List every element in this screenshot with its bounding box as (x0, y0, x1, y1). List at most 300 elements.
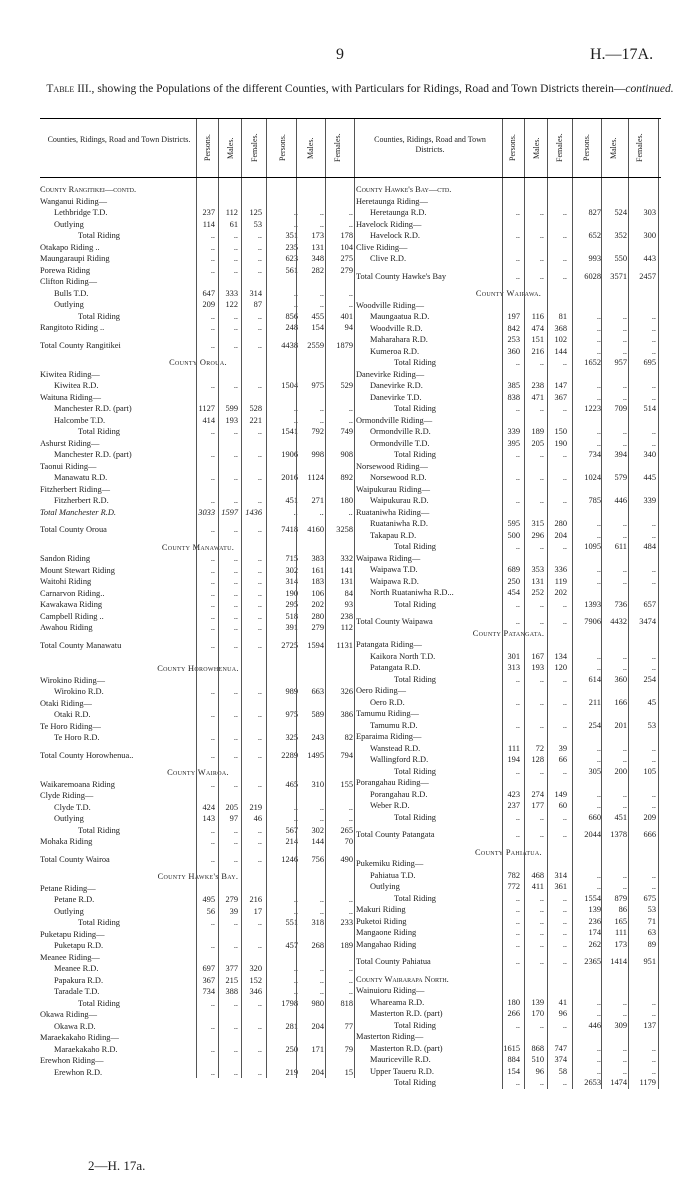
header-column-rule (628, 119, 629, 177)
row-value-persons-total: 139 (588, 905, 601, 914)
row-label: Waipukurau Riding— (356, 484, 430, 494)
row-value-males: 205 (531, 438, 544, 448)
row-value-persons-total: 551 (285, 918, 298, 927)
row-value-females-total: 695 (643, 358, 656, 367)
row-value-females: .. (257, 1067, 262, 1077)
row-value-females: 66 (558, 755, 567, 764)
row-value-persons-total: 1504 (281, 381, 298, 390)
table-row (40, 299, 356, 311)
table-row (40, 230, 356, 242)
row-value-persons: 495 (202, 895, 215, 904)
row-value-females-total: 443 (643, 254, 656, 263)
row-value-males: 116 (531, 312, 544, 321)
row-value-males: .. (233, 710, 238, 719)
row-value-persons: .. (210, 941, 215, 950)
row-label: Otaki R.D. (54, 710, 91, 719)
row-value-persons: 237 (507, 801, 520, 810)
row-value-persons: .. (210, 265, 215, 275)
row-value-males-total: 394 (614, 450, 627, 459)
row-label: County Wairarapa North. (356, 974, 449, 984)
row-value-females: .. (562, 208, 567, 217)
row-value-males-total: 243 (311, 733, 324, 742)
table-row (40, 686, 356, 698)
row-value-persons: 266 (507, 1009, 520, 1018)
header-column-rule (524, 119, 525, 177)
row-label: Halcombe T.D. (54, 415, 106, 425)
row-label: Ruataniwha Riding— (356, 507, 430, 517)
left-table-header (40, 118, 356, 178)
row-label: Mount Stewart Riding (40, 565, 115, 575)
row-label: Havelock Riding— (356, 219, 422, 229)
table-row (356, 812, 661, 824)
row-value-males: .. (539, 957, 544, 966)
table-row (40, 438, 356, 450)
table-row (356, 219, 661, 231)
row-value-persons: .. (210, 496, 215, 505)
row-value-persons: .. (210, 854, 215, 864)
table-row (356, 587, 661, 599)
row-value-males: .. (233, 577, 238, 586)
county-heading (356, 847, 661, 859)
row-value-females-total: 445 (643, 473, 656, 482)
row-value-persons: .. (210, 340, 215, 350)
row-value-persons: 454 (507, 588, 520, 597)
table-row (40, 524, 356, 536)
row-value-females: .. (257, 381, 262, 390)
row-value-males: 388 (225, 987, 238, 996)
row-label: Heretaunga Riding— (356, 196, 428, 206)
row-value-persons-total: .. (293, 300, 298, 309)
row-value-males-total: 154 (311, 323, 324, 332)
row-value-males: 39 (229, 906, 238, 916)
row-value-persons: .. (515, 1078, 520, 1087)
row-label: Lethbridge T.D. (54, 208, 108, 217)
row-label: Bulls T.D. (54, 288, 89, 298)
row-value-persons: .. (515, 496, 520, 505)
row-value-persons: 689 (507, 565, 520, 574)
table-row (40, 461, 356, 473)
row-value-persons: 339 (507, 427, 520, 436)
row-value-females-total: 1879 (336, 340, 353, 350)
row-value-males-total: 348 (311, 254, 324, 263)
row-value-females-total: 233 (340, 918, 353, 927)
row-value-persons-total: .. (293, 987, 298, 996)
row-value-males-total: 131 (311, 242, 324, 252)
row-value-males-total: 173 (311, 231, 324, 240)
row-value-persons: .. (210, 242, 215, 252)
row-value-persons-total: 219 (285, 1067, 298, 1077)
row-value-persons: 647 (202, 288, 215, 298)
row-value-persons: .. (210, 525, 215, 534)
row-value-females-total: .. (651, 392, 656, 402)
row-label: Ormondville T.D. (370, 438, 430, 448)
row-value-males-total: .. (622, 381, 627, 390)
row-value-females-total: .. (651, 312, 656, 321)
row-value-males-total: 309 (614, 1020, 627, 1030)
row-value-males-total: 144 (311, 837, 324, 846)
row-label: Wirokino Riding— (40, 675, 106, 685)
row-value-persons-total: .. (596, 519, 601, 528)
row-value-persons: .. (210, 554, 215, 563)
row-label: Total Riding (78, 825, 120, 835)
row-label: County Wairoa. (167, 768, 229, 777)
table-row (40, 698, 356, 710)
row-value-persons-total: 1541 (281, 427, 298, 436)
row-value-females: .. (562, 697, 567, 707)
row-value-females: .. (257, 779, 262, 789)
row-value-males: .. (233, 750, 238, 760)
row-value-males-total: 709 (614, 404, 627, 413)
row-value-males: .. (539, 271, 544, 281)
row-value-females: .. (562, 674, 567, 684)
row-value-persons: .. (210, 623, 215, 632)
table-row (40, 836, 356, 848)
row-value-males-total: .. (622, 789, 627, 799)
row-value-persons-total: .. (293, 288, 298, 298)
row-value-persons: 114 (202, 219, 215, 229)
row-label: Total County Manawatu (40, 640, 122, 650)
row-value-persons-total: .. (596, 392, 601, 402)
row-value-persons-total: 235 (285, 242, 298, 252)
row-value-females: .. (562, 1078, 567, 1087)
table-row (40, 426, 356, 438)
row-label: Clifton Riding— (40, 277, 98, 286)
table-row (356, 662, 661, 674)
row-value-females: .. (257, 265, 262, 275)
row-value-females: 120 (554, 663, 567, 672)
row-value-females: 202 (554, 588, 567, 597)
table-row (40, 184, 356, 196)
row-value-females-total: 339 (643, 496, 656, 505)
row-value-females-total: 53 (647, 905, 656, 914)
row-value-persons-total: .. (596, 1055, 601, 1064)
table-row (356, 207, 661, 219)
table-row (40, 779, 356, 791)
row-value-males: .. (233, 779, 238, 789)
row-value-persons-total: 4438 (281, 340, 298, 350)
row-value-males: .. (233, 640, 238, 650)
table-row (356, 639, 661, 651)
row-value-males-total: 111 (615, 928, 627, 937)
row-value-females-total: 189 (340, 941, 353, 950)
row-value-females-total: .. (651, 663, 656, 672)
row-label: Porangahau R.D. (370, 789, 428, 799)
row-value-males-total: 4432 (610, 617, 627, 626)
row-value-females: 374 (554, 1055, 567, 1064)
table-row (40, 975, 356, 987)
row-value-males-total: 282 (311, 265, 324, 275)
row-value-persons-total: 734 (588, 450, 601, 459)
row-value-females-total: 238 (340, 611, 353, 621)
row-label: Total County Wairoa (40, 854, 110, 864)
row-value-males: .. (539, 450, 544, 459)
row-value-females-total: .. (348, 964, 353, 973)
row-label: Erewhon Riding— (40, 1056, 104, 1065)
row-value-males: 122 (225, 300, 238, 309)
row-value-persons-total: 465 (285, 779, 298, 789)
row-value-males-total: 200 (614, 766, 627, 776)
row-label: Otaki Riding— (40, 698, 92, 708)
row-value-males-total: .. (319, 219, 324, 229)
row-value-persons-total: 446 (588, 1020, 601, 1030)
row-value-persons-total: 2365 (584, 957, 601, 966)
row-label: Waipawa Riding— (356, 553, 421, 563)
row-value-persons-total: 174 (588, 928, 601, 937)
row-value-males: 139 (531, 997, 544, 1007)
row-label: Woodville Riding— (356, 300, 424, 310)
row-value-persons: .. (515, 599, 520, 609)
row-value-females: .. (257, 941, 262, 950)
row-value-males: 279 (225, 895, 238, 904)
county-heading (40, 663, 356, 675)
table-row (356, 789, 661, 801)
row-value-males-total: 663 (311, 687, 324, 696)
row-label: Otakapo Riding .. (40, 242, 100, 252)
row-value-females: .. (562, 617, 567, 626)
row-value-males: 1597 (221, 507, 238, 517)
row-value-females: .. (257, 1021, 262, 1031)
row-value-females-total: 137 (643, 1020, 656, 1030)
row-value-females: 320 (249, 964, 262, 973)
table-row (40, 207, 356, 219)
row-label: Rangitoto Riding .. (40, 323, 105, 332)
table-row (356, 904, 661, 916)
table-row (40, 403, 356, 415)
row-value-females: 96 (558, 1009, 567, 1018)
row-value-persons: 197 (507, 312, 520, 321)
table-row (40, 906, 356, 918)
row-label: Tamumu Riding— (356, 709, 419, 718)
table-title-suffix: continued. (625, 83, 674, 95)
row-value-females-total: 155 (340, 779, 353, 789)
row-label: Wainuioru Riding— (356, 986, 425, 995)
row-value-persons: 367 (202, 975, 215, 985)
row-value-persons-total: .. (596, 870, 601, 880)
row-value-females-total: 71 (647, 916, 656, 926)
row-value-males: .. (233, 1067, 238, 1077)
row-value-persons: .. (515, 208, 520, 217)
row-label: North Ruataniwha R.D... (370, 588, 454, 597)
row-value-persons-total: 1906 (281, 450, 298, 459)
row-value-males-total: .. (622, 1066, 627, 1076)
row-value-males-total: 201 (614, 720, 627, 730)
row-value-persons-total: .. (293, 415, 298, 425)
row-value-females-total: 3474 (639, 617, 656, 626)
table-row (356, 564, 661, 576)
row-label: Meanee R.D. (54, 964, 99, 973)
table-row (356, 196, 661, 208)
row-value-males-total: 271 (311, 496, 324, 505)
table-row (40, 242, 356, 254)
row-value-persons: .. (515, 812, 520, 822)
row-value-males-total: 173 (614, 939, 627, 949)
row-value-males-total: 279 (311, 623, 324, 632)
row-value-males: .. (233, 496, 238, 505)
table-row (356, 916, 661, 928)
county-heading (40, 871, 356, 883)
row-value-males: .. (539, 231, 544, 240)
row-value-persons-total: .. (293, 964, 298, 973)
row-value-males-total: 1594 (307, 640, 324, 650)
row-value-persons: .. (210, 577, 215, 586)
row-label: Mauriceville R.D. (370, 1055, 431, 1064)
row-value-males-total: 302 (311, 825, 324, 835)
row-value-males-total: .. (319, 814, 324, 823)
row-value-persons-total: 248 (285, 323, 298, 332)
row-value-males-total: 165 (614, 916, 627, 926)
row-label: Tamumu R.D. (370, 720, 418, 730)
table-row (40, 709, 356, 721)
row-value-persons-total: 1223 (584, 404, 601, 413)
row-label: Porangahau Riding— (356, 778, 429, 787)
row-value-females: 361 (554, 882, 567, 891)
table-row (356, 576, 661, 588)
row-value-males-total: 3571 (610, 271, 627, 281)
row-value-persons: .. (210, 1044, 215, 1054)
row-value-males: 170 (531, 1009, 544, 1018)
table-row (356, 311, 661, 323)
row-value-males-total: 171 (311, 1044, 324, 1054)
row-value-females: 147 (554, 381, 567, 390)
row-value-males: .. (233, 254, 238, 263)
row-value-males-total: .. (622, 346, 627, 356)
row-value-females-total: .. (348, 288, 353, 298)
table-row (40, 392, 356, 404)
row-value-males-total: 204 (311, 1021, 324, 1031)
row-label: Ormondville R.D. (370, 427, 431, 436)
row-value-males: .. (539, 208, 544, 217)
row-label: Total Riding (78, 311, 120, 321)
column-rule (547, 178, 548, 1089)
row-value-persons-total: .. (293, 208, 298, 217)
row-value-males-total: 383 (311, 554, 324, 563)
table-row (356, 720, 661, 732)
row-value-persons-total: .. (293, 507, 298, 517)
row-value-males-total: .. (319, 507, 324, 517)
row-value-females-total: 326 (340, 687, 353, 696)
row-value-males: .. (539, 542, 544, 551)
row-value-females-total: 77 (344, 1021, 353, 1031)
header-column-rule (547, 119, 548, 177)
table-row (356, 334, 661, 346)
row-label: Taonui Riding— (40, 461, 97, 471)
row-value-males: 216 (531, 346, 544, 356)
row-value-persons: 734 (202, 987, 215, 996)
row-value-persons-total: 2289 (281, 750, 298, 760)
table-row (40, 311, 356, 323)
table-title-text: showing the Populations of the different Counties, with Particulars for Ridings, Road and Town Districts therein— (94, 83, 626, 95)
right-header-females-2: Females. (635, 133, 644, 163)
row-value-females-total: 794 (340, 750, 353, 760)
row-value-females-total: 490 (340, 854, 353, 864)
row-label: Danevirke Riding— (356, 369, 425, 379)
row-value-persons: 194 (507, 755, 520, 764)
row-value-persons: 423 (507, 789, 520, 799)
row-value-females-total: .. (348, 507, 353, 517)
row-value-males: 411 (531, 882, 544, 891)
row-value-persons-total: 623 (285, 254, 298, 263)
row-value-males-total: .. (319, 415, 324, 425)
row-value-persons-total: 236 (588, 916, 601, 926)
row-value-persons: 500 (507, 530, 520, 540)
table-row (40, 675, 356, 687)
row-value-females: .. (562, 720, 567, 730)
left-table-column (40, 118, 356, 1078)
row-value-persons: .. (210, 565, 215, 575)
row-value-persons-total: .. (596, 381, 601, 390)
column-rule (296, 178, 297, 1078)
row-label: Pahiatua T.D. (370, 870, 416, 880)
row-value-males: 97 (229, 814, 238, 823)
row-value-females-total: 209 (643, 812, 656, 822)
row-label: Wallingford R.D. (370, 755, 429, 764)
row-label: County Hawke's Bay. (157, 872, 239, 881)
row-value-males-total: 550 (614, 254, 627, 263)
row-value-persons: .. (515, 697, 520, 707)
row-label: Pukemiku Riding— (356, 859, 424, 868)
row-value-persons: .. (210, 254, 215, 263)
row-value-males: .. (539, 674, 544, 684)
row-value-persons: 842 (507, 323, 520, 333)
row-label: County Pahiatua. (475, 847, 542, 857)
row-value-persons-total: .. (596, 427, 601, 436)
row-label: Waikaremoana Riding (40, 779, 115, 789)
row-value-females-total: .. (651, 323, 656, 333)
table-row (40, 1009, 356, 1021)
row-value-persons-total: 2016 (281, 473, 298, 482)
row-value-persons-total: 391 (285, 623, 298, 632)
row-value-females: .. (257, 854, 262, 864)
row-value-males: .. (539, 905, 544, 914)
row-value-males-total: .. (319, 964, 324, 973)
row-value-females-total: .. (651, 1009, 656, 1018)
row-value-persons-total: .. (596, 997, 601, 1007)
row-value-females-total: 178 (340, 231, 353, 240)
row-value-persons: 414 (202, 415, 215, 425)
row-value-males-total: .. (319, 906, 324, 916)
row-value-males: 151 (531, 335, 544, 344)
row-value-females-total: .. (348, 415, 353, 425)
row-value-persons-total: .. (293, 975, 298, 985)
row-value-persons: 301 (507, 651, 520, 661)
document-code: H.—17A. (590, 46, 654, 63)
row-value-males: 868 (531, 1043, 544, 1053)
row-value-females: .. (257, 825, 262, 835)
row-value-females: 41 (558, 997, 567, 1007)
row-value-males: 193 (531, 663, 544, 672)
row-label: County Oroua. (169, 358, 227, 367)
row-label: Outlying (54, 300, 84, 309)
row-value-males: .. (233, 588, 238, 598)
row-value-females-total: 675 (643, 893, 656, 903)
table-row (356, 956, 661, 968)
table-row (356, 541, 661, 553)
row-value-persons-total: .. (596, 882, 601, 891)
table-row (40, 276, 356, 288)
row-value-persons-total: 715 (285, 554, 298, 563)
row-label: Danevirke T.D. (370, 392, 422, 402)
row-value-males-total: .. (319, 404, 324, 413)
row-value-females-total: .. (348, 208, 353, 217)
row-value-males: .. (233, 525, 238, 534)
row-value-males-total: .. (319, 300, 324, 309)
table-row (356, 253, 661, 265)
table-row (40, 622, 356, 634)
row-label: Total County Patangata (356, 830, 435, 839)
table-row (40, 253, 356, 265)
header-column-rule (266, 119, 267, 177)
county-heading (40, 357, 356, 369)
